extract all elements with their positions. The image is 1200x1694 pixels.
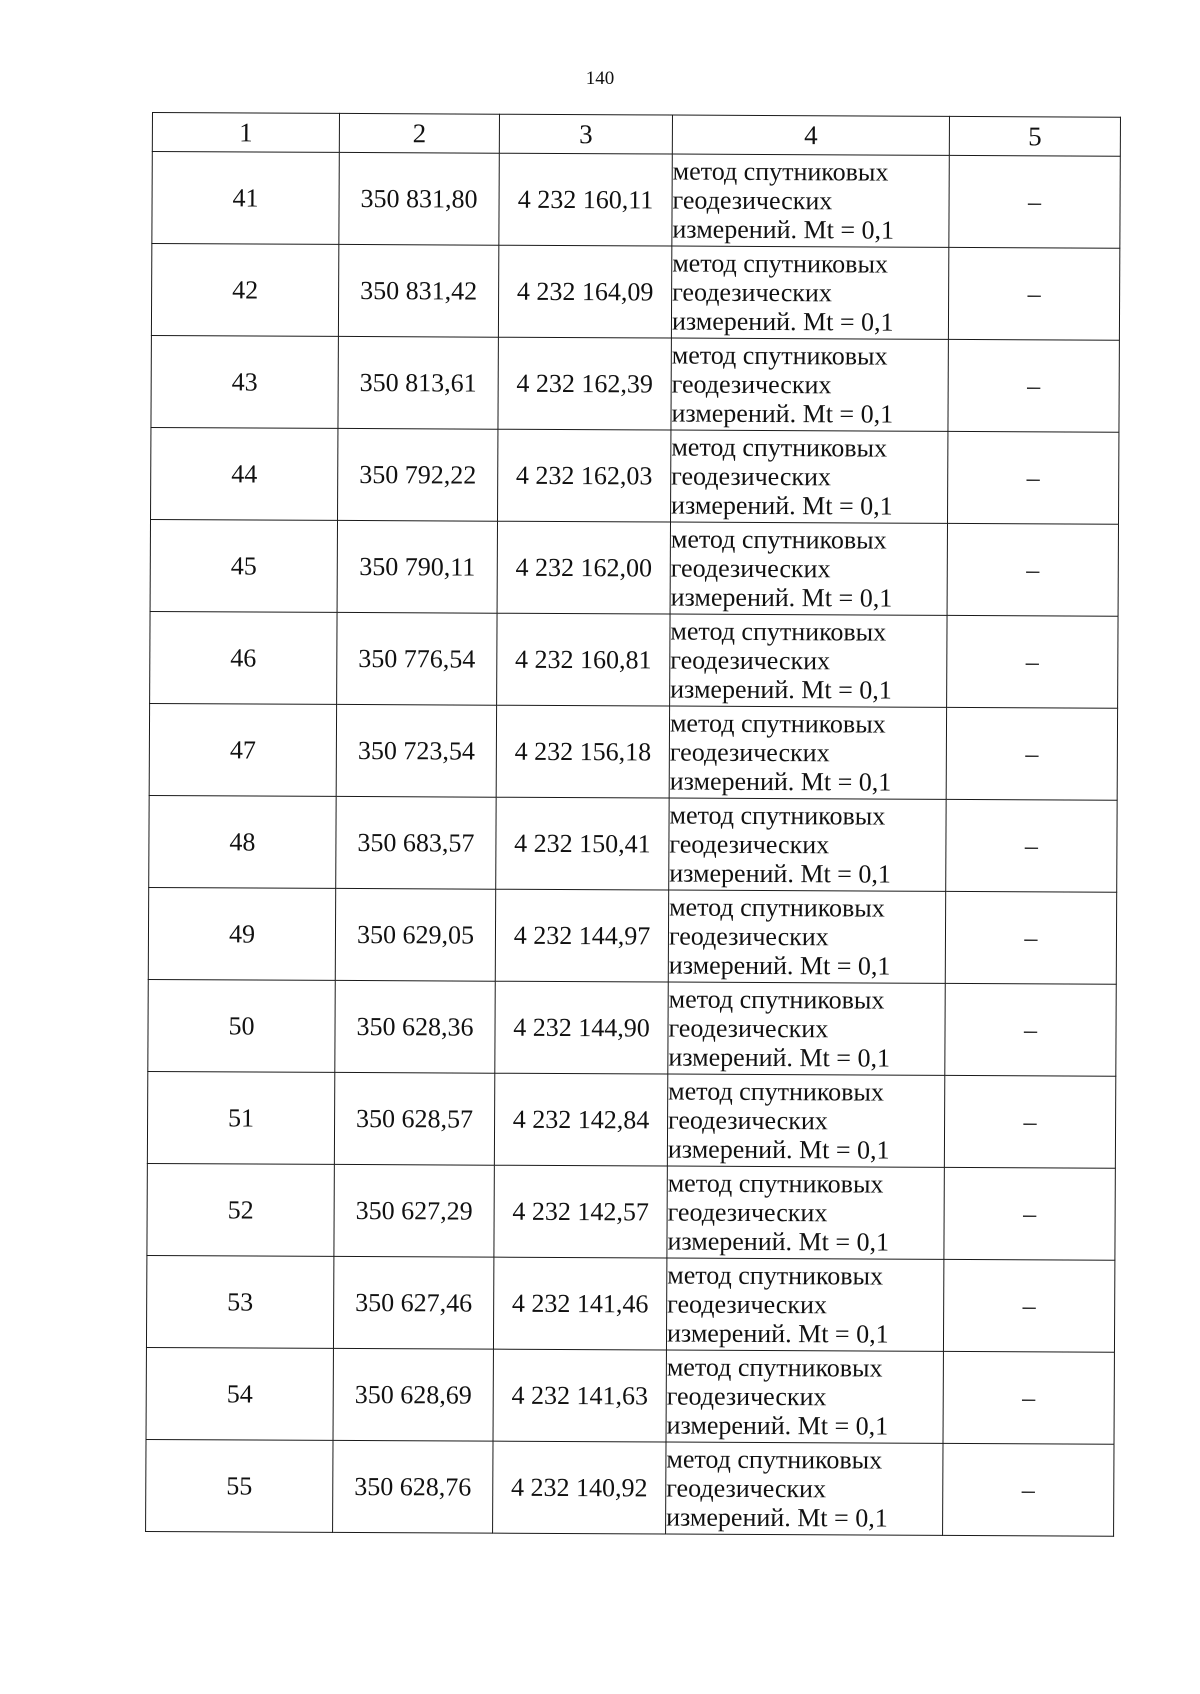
method-cell bbox=[668, 890, 945, 983]
x-coordinate-cell: 350 627,46 bbox=[333, 1256, 493, 1349]
method-cell bbox=[672, 154, 949, 247]
point-number-cell: 54 bbox=[146, 1347, 333, 1440]
method-cell bbox=[669, 706, 946, 799]
table-row bbox=[151, 244, 1119, 341]
method-line: метод спутниковых bbox=[669, 800, 886, 831]
note-cell: – bbox=[949, 155, 1120, 248]
note-cell: – bbox=[944, 1167, 1115, 1260]
y-coordinate-cell: 4 232 141,46 bbox=[493, 1257, 666, 1350]
x-coordinate-cell: 350 628,69 bbox=[333, 1348, 493, 1441]
x-coordinate-cell: 350 628,36 bbox=[335, 980, 495, 1073]
column-header-2: 2 bbox=[339, 113, 499, 153]
table-row bbox=[147, 1163, 1115, 1260]
table-row bbox=[146, 1347, 1114, 1444]
method-line: метод спутниковых bbox=[669, 892, 885, 923]
note-cell: – bbox=[943, 1351, 1114, 1444]
column-header-4: 4 bbox=[672, 115, 949, 155]
method-cell bbox=[671, 338, 948, 431]
method-cell bbox=[670, 522, 947, 615]
point-number-cell: 52 bbox=[147, 1163, 334, 1256]
method-line: измерений. Mt = 0,1 bbox=[671, 306, 894, 337]
method-line: геодезических bbox=[666, 1473, 827, 1504]
method-line: геодезических bbox=[671, 369, 832, 400]
note-cell: – bbox=[945, 983, 1116, 1076]
method-line: измерений. Mt = 0,1 bbox=[668, 950, 891, 981]
x-coordinate-cell: 350 683,57 bbox=[336, 796, 496, 889]
method-line: измерений. Mt = 0,1 bbox=[666, 1410, 889, 1441]
method-line: измерений. Mt = 0,1 bbox=[666, 1502, 888, 1533]
method-line: метод спутниковых bbox=[667, 1260, 884, 1291]
point-number-cell: 53 bbox=[146, 1255, 333, 1348]
method-line: метод спутниковых bbox=[669, 708, 886, 739]
method-line: геодезических bbox=[672, 185, 833, 216]
table-row bbox=[148, 979, 1116, 1076]
method-line: геодезических bbox=[670, 645, 831, 676]
note-cell: – bbox=[947, 615, 1118, 708]
method-line: измерений. Mt = 0,1 bbox=[671, 398, 894, 429]
page-number: 140 bbox=[585, 68, 615, 89]
method-line: метод спутниковых bbox=[671, 432, 888, 463]
method-line: метод спутниковых bbox=[667, 1168, 884, 1199]
x-coordinate-cell: 350 776,54 bbox=[337, 612, 497, 705]
method-line: метод спутниковых bbox=[668, 984, 885, 1015]
table-body bbox=[146, 152, 1121, 1537]
method-line: геодезических bbox=[668, 1105, 828, 1136]
table-row bbox=[146, 1255, 1114, 1352]
method-line: измерений. Mt = 0,1 bbox=[669, 766, 892, 797]
method-line: измерений. Mt = 0,1 bbox=[666, 1318, 889, 1349]
table-row bbox=[150, 519, 1118, 616]
y-coordinate-cell: 4 232 150,41 bbox=[496, 797, 669, 890]
table-row bbox=[147, 1071, 1115, 1168]
column-header-1: 1 bbox=[152, 113, 339, 153]
column-header-3: 3 bbox=[499, 114, 672, 154]
method-line: геодезических bbox=[666, 1381, 827, 1412]
point-number-cell: 44 bbox=[151, 427, 338, 520]
point-number-cell: 51 bbox=[147, 1071, 334, 1164]
note-cell: – bbox=[948, 247, 1119, 340]
method-line: измерений. Mt = 0,1 bbox=[671, 490, 893, 521]
y-coordinate-cell: 4 232 160,11 bbox=[499, 153, 672, 246]
method-cell bbox=[671, 246, 948, 339]
point-number-cell: 47 bbox=[149, 703, 336, 796]
method-line: геодезических bbox=[671, 461, 832, 492]
method-line: геодезических bbox=[669, 737, 830, 768]
note-cell: – bbox=[943, 1259, 1114, 1352]
method-line: геодезических bbox=[668, 921, 829, 952]
table-row bbox=[151, 427, 1119, 524]
method-line: геодезических bbox=[670, 553, 831, 584]
method-line: метод спутниковых bbox=[666, 1352, 883, 1383]
method-line: геодезических bbox=[672, 277, 832, 308]
point-number-cell: 45 bbox=[150, 519, 337, 612]
table-row bbox=[152, 152, 1120, 249]
column-header-5: 5 bbox=[949, 116, 1120, 156]
method-cell bbox=[666, 1258, 943, 1351]
note-cell: – bbox=[943, 1443, 1114, 1536]
method-line: измерений. Mt = 0,1 bbox=[670, 674, 892, 705]
y-coordinate-cell: 4 232 144,97 bbox=[495, 889, 668, 982]
table-row bbox=[146, 1439, 1114, 1536]
note-cell: – bbox=[945, 891, 1116, 984]
note-cell: – bbox=[946, 799, 1117, 892]
point-number-cell: 46 bbox=[150, 611, 337, 704]
table-row bbox=[149, 795, 1117, 892]
method-line: измерений. Mt = 0,1 bbox=[672, 214, 895, 245]
method-cell bbox=[667, 1074, 944, 1167]
table-row bbox=[151, 335, 1119, 432]
note-cell: – bbox=[947, 523, 1118, 616]
point-number-cell: 50 bbox=[148, 979, 335, 1072]
method-cell bbox=[668, 982, 945, 1075]
y-coordinate-cell: 4 232 144,90 bbox=[495, 981, 668, 1074]
x-coordinate-cell: 350 792,22 bbox=[338, 428, 498, 521]
method-cell bbox=[667, 1166, 944, 1259]
point-number-cell: 55 bbox=[146, 1439, 333, 1532]
x-coordinate-cell: 350 628,57 bbox=[334, 1072, 494, 1165]
method-line: геодезических bbox=[667, 1289, 827, 1320]
y-coordinate-cell: 4 232 156,18 bbox=[496, 705, 669, 798]
coordinates-table bbox=[145, 112, 1121, 1537]
method-cell bbox=[671, 430, 948, 523]
method-line: метод спутниковых bbox=[672, 248, 889, 279]
point-number-cell: 48 bbox=[149, 795, 336, 888]
note-cell: – bbox=[944, 1075, 1115, 1168]
y-coordinate-cell: 4 232 162,03 bbox=[498, 429, 671, 522]
note-cell: – bbox=[948, 339, 1119, 432]
method-line: измерений. Mt = 0,1 bbox=[667, 1134, 890, 1165]
point-number-cell: 43 bbox=[151, 335, 338, 428]
x-coordinate-cell: 350 813,61 bbox=[338, 336, 498, 429]
y-coordinate-cell: 4 232 164,09 bbox=[498, 245, 671, 338]
point-number-cell: 41 bbox=[152, 152, 339, 245]
table-row bbox=[150, 611, 1118, 708]
method-line: метод спутниковых bbox=[670, 616, 887, 647]
method-cell bbox=[670, 614, 947, 707]
y-coordinate-cell: 4 232 141,63 bbox=[493, 1349, 666, 1442]
method-line: метод спутниковых bbox=[672, 156, 889, 187]
x-coordinate-cell: 350 790,11 bbox=[337, 520, 497, 613]
table-row bbox=[148, 887, 1116, 984]
x-coordinate-cell: 350 629,05 bbox=[335, 888, 495, 981]
method-cell bbox=[669, 798, 946, 891]
x-coordinate-cell: 350 627,29 bbox=[334, 1164, 494, 1257]
y-coordinate-cell: 4 232 160,81 bbox=[497, 613, 670, 706]
y-coordinate-cell: 4 232 142,57 bbox=[494, 1165, 667, 1258]
note-cell: – bbox=[946, 707, 1117, 800]
y-coordinate-cell: 4 232 142,84 bbox=[494, 1073, 667, 1166]
note-cell: – bbox=[947, 431, 1118, 524]
y-coordinate-cell: 4 232 162,00 bbox=[497, 521, 670, 614]
method-line: геодезических bbox=[667, 1197, 828, 1228]
method-line: измерений. Mt = 0,1 bbox=[669, 858, 891, 889]
method-line: метод спутниковых bbox=[670, 524, 887, 555]
y-coordinate-cell: 4 232 162,39 bbox=[498, 337, 671, 430]
table-row bbox=[149, 703, 1117, 800]
x-coordinate-cell: 350 831,42 bbox=[338, 244, 498, 337]
method-line: метод спутниковых bbox=[671, 340, 888, 371]
point-number-cell: 42 bbox=[151, 244, 338, 337]
table-header-row bbox=[152, 113, 1120, 157]
method-line: измерений. Mt = 0,1 bbox=[668, 1042, 891, 1073]
x-coordinate-cell: 350 723,54 bbox=[336, 704, 496, 797]
x-coordinate-cell: 350 831,80 bbox=[339, 152, 499, 245]
method-line: измерений. Mt = 0,1 bbox=[667, 1226, 890, 1257]
method-line: геодезических bbox=[669, 829, 830, 860]
method-cell bbox=[666, 1350, 943, 1443]
x-coordinate-cell: 350 628,76 bbox=[333, 1440, 493, 1533]
method-line: метод спутниковых bbox=[666, 1444, 883, 1475]
point-number-cell: 49 bbox=[148, 887, 335, 980]
method-line: измерений. Mt = 0,1 bbox=[670, 582, 893, 613]
method-line: метод спутниковых bbox=[668, 1076, 884, 1107]
method-line: геодезических bbox=[668, 1013, 829, 1044]
y-coordinate-cell: 4 232 140,92 bbox=[493, 1441, 666, 1534]
method-cell bbox=[666, 1442, 943, 1535]
